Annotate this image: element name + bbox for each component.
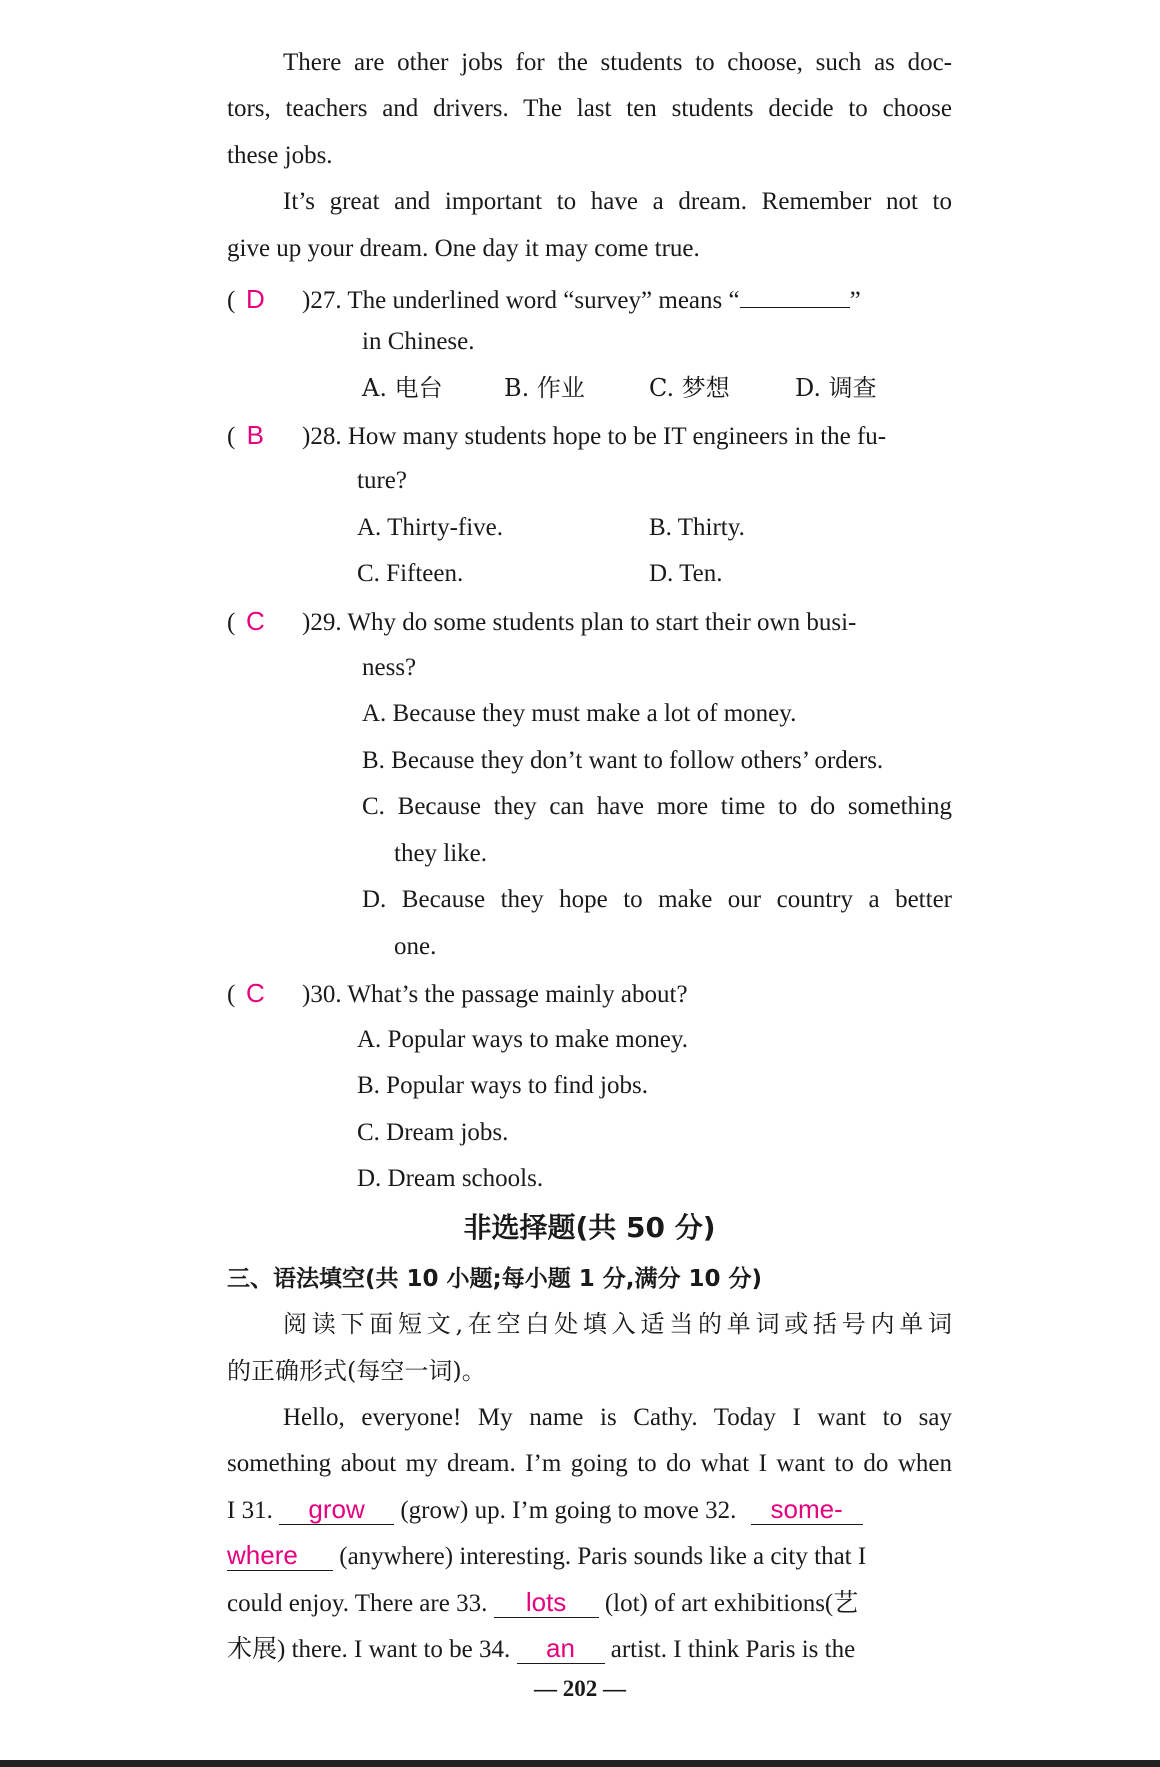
question-29-stem-cont: ness? [362, 654, 417, 681]
grammar-text: I 31. [227, 1497, 273, 1524]
option-c: C. Because they can have more time to do something [362, 793, 952, 820]
question-27-stem-cont: in Chinese. [362, 328, 475, 355]
question-30-stem: )30. What’s the passage mainly about? [302, 981, 688, 1008]
answer-30: C [245, 978, 265, 1008]
answer-34: an [517, 1633, 605, 1664]
answer-bracket: ( D [227, 281, 302, 319]
option-a: A. Popular ways to make money. [357, 1026, 688, 1053]
quote-mark: ” [849, 287, 861, 314]
option-d-cont: one. [394, 933, 437, 960]
grammar-text: could enjoy. There are 33. [227, 1590, 488, 1617]
grammar-line [227, 1539, 952, 1575]
option-c-cont: they like. [394, 840, 488, 867]
answer-bracket: ( B [227, 417, 302, 455]
answer-32-part2: where [227, 1540, 333, 1571]
passage-line: There are other jobs for the students to choose, such as doc- [283, 49, 952, 76]
option-c: C. Fifteen. [357, 560, 464, 587]
option-d: D. Dream schools. [357, 1165, 544, 1192]
option-b: B. 作业 [504, 374, 585, 402]
question-29-stem: )29. Why do some students plan to start their own busi- [302, 609, 857, 636]
option-a: A. 电台 [362, 374, 443, 402]
question-29 [227, 603, 952, 641]
answer-bracket: ( C [227, 975, 302, 1013]
option-d: D. Ten. [649, 560, 723, 587]
question-28 [227, 417, 952, 455]
passage-line: these jobs. [227, 142, 333, 169]
option-b: B. Popular ways to find jobs. [357, 1072, 648, 1099]
question-30 [227, 975, 952, 1013]
grammar-text: artist. I think Paris is the [610, 1636, 856, 1663]
grammar-text: (lot) of art exhibitions(艺 [604, 1590, 859, 1617]
answer-33: lots [494, 1587, 599, 1618]
bottom-bar [0, 1760, 1160, 1767]
option-a: A. Thirty-five. [357, 514, 504, 541]
option-a: A. Because they must make a lot of money. [362, 700, 797, 727]
grammar-text: (grow) up. I’m going to move 32. [400, 1497, 737, 1524]
answer-28: B [246, 420, 264, 450]
answer-32-part1: some- [751, 1494, 863, 1525]
option-b: B. Because they don’t want to follow others’ orders. [362, 747, 884, 774]
answer-31: grow [279, 1494, 394, 1525]
passage-line: give up your dream. One day it may come true. [227, 235, 700, 262]
grammar-text: (anywhere) interesting. Paris sounds like a city that I [339, 1543, 867, 1570]
grammar-line: Hello, everyone! My name is Cathy. Today I want to say [283, 1404, 952, 1431]
option-d: D. Because they hope to make our country a better [362, 886, 952, 913]
question-28-stem-cont: ture? [357, 467, 407, 494]
blank-line [740, 277, 850, 308]
answer-bracket: ( C [227, 603, 302, 641]
instruction-line: 的正确形式(每空一词)。 [227, 1357, 486, 1385]
grammar-line [227, 1586, 952, 1622]
section-3-title: 三、语法填空(共 10 小题;每小题 1 分,满分 10 分) [227, 1266, 763, 1292]
option-c: C. 梦想 [649, 374, 730, 402]
option-b: B. Thirty. [649, 514, 745, 541]
grammar-line [227, 1632, 952, 1668]
instruction-line: 阅读下面短文,在空白处填入适当的单词或括号内单词 [283, 1310, 952, 1338]
question-28-stem: )28. How many students hope to be IT engineers in the fu- [302, 423, 887, 450]
grammar-line: something about my dream. I’m going to do what I want to do when [227, 1450, 952, 1477]
passage-line: tors, teachers and drivers. The last ten students decide to choose [227, 95, 952, 122]
answer-29: C [245, 606, 265, 636]
option-c: C. Dream jobs. [357, 1119, 509, 1146]
question-27 [227, 277, 952, 319]
section-heading: 非选择题(共 50 分) [463, 1211, 716, 1244]
question-27-stem: )27. The underlined word “survey” means “ [302, 287, 740, 314]
grammar-line [227, 1493, 952, 1529]
option-d: D. 调查 [795, 374, 877, 402]
page-number: — 202 — [534, 1676, 626, 1701]
passage-line: It’s great and important to have a dream. Remember not to [283, 188, 952, 215]
grammar-text: 术展) there. I want to be 34. [227, 1636, 511, 1663]
answer-27: D [245, 284, 265, 314]
